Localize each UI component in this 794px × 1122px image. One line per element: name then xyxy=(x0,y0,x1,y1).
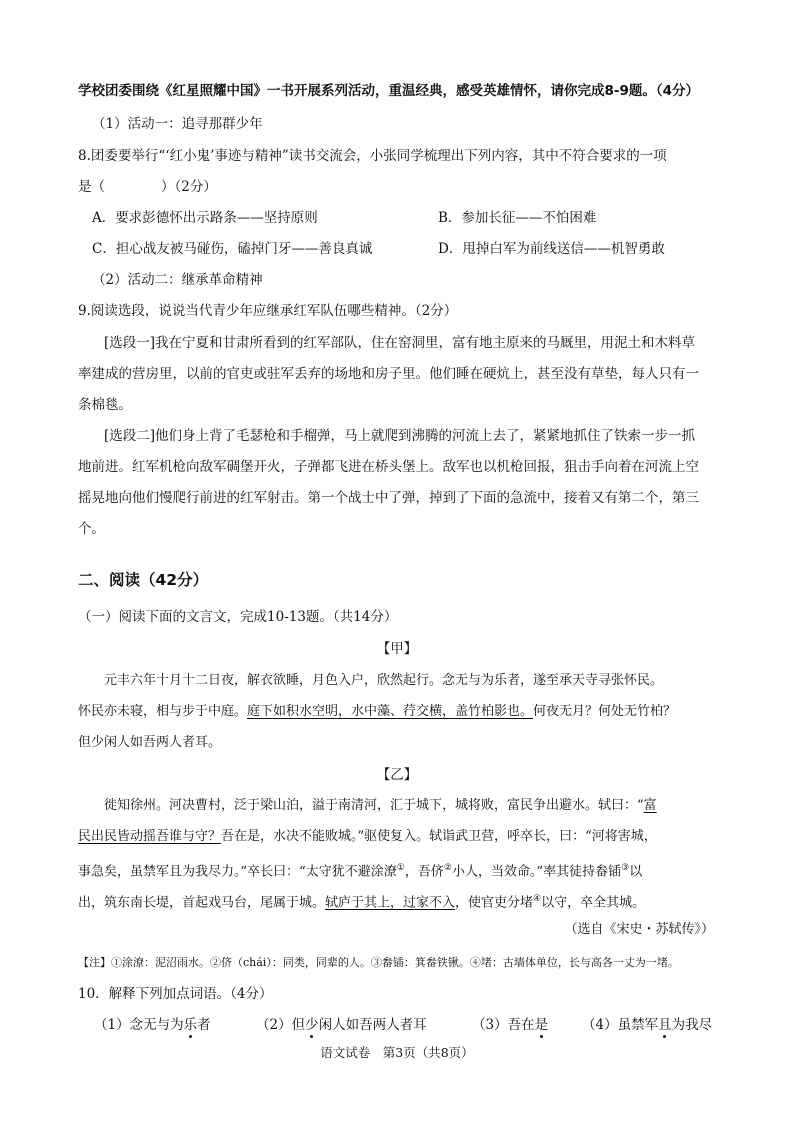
question-9-stem: 9.阅读选段，说说当代青少年应继承红军队伍哪些精神。（2分） xyxy=(78,303,458,319)
text-segment: ，使官吏分堵 xyxy=(455,895,534,911)
q10-item-3 xyxy=(472,1017,548,1033)
text-jia-line xyxy=(78,704,676,720)
text-yi-line xyxy=(78,829,657,845)
text-yi-line xyxy=(78,891,645,911)
underlined-sentence: 民出民皆动摇吾谁与守？ xyxy=(78,829,222,844)
text-segment: （3）吾在 xyxy=(472,1017,535,1033)
text-segment: 出，筑东南长堤，首起戏马台，尾属于城。 xyxy=(78,895,326,911)
text-segment: 以守，卒全其城。 xyxy=(541,895,646,911)
answer-paren-open: 是（ xyxy=(78,179,105,195)
dotted-word: 乐 xyxy=(183,1017,198,1033)
excerpt-one-line: 率建成的营房里，以前的官吏或驻军丢弃的场地和房子里。他们睡在硬炕上，甚至没有草垫，每人只有一 xyxy=(78,366,699,382)
q10-item-4 xyxy=(582,1017,712,1033)
section-two-heading: 二、阅读（42分） xyxy=(78,571,209,589)
footnote-marker: ② xyxy=(443,863,452,873)
dotted-word: 且 xyxy=(658,1017,672,1033)
text-segment: （4）虽禁军 xyxy=(582,1017,659,1033)
part-one-instruction: （一）阅读下面的文言文，完成10-13题。（共14分） xyxy=(78,609,398,625)
excerpt-two-line: 摇晃地向他们慢爬行前进的红军射击。第一个战士中了弹，掉到了下面的急流中，接着又有第二个，第三 xyxy=(78,490,699,506)
text-jia-title: 【甲】 xyxy=(376,641,418,657)
text-segment: （1）念无与为 xyxy=(94,1017,184,1033)
footnote-marker: ④ xyxy=(533,894,542,904)
text-segment: 怀民亦未寝，相与步于中庭。 xyxy=(78,704,248,719)
question-8-stem: 8.团委要举行“‘红小鬼’事迹与精神”读书交流会，小张同学梳理出下列内容，其中不符合要求的一项 xyxy=(78,148,667,164)
footnote-marker: ③ xyxy=(621,863,630,873)
text-segment: 以 xyxy=(629,864,643,880)
dotted-word: 是 xyxy=(534,1017,549,1033)
option-c: C．担心战友被马碰伤，磕掉门牙——善良真诚 xyxy=(92,241,373,257)
excerpt-one-line: 条棉毯。 xyxy=(78,397,132,413)
option-b: B．参加长征——不怕困难 xyxy=(438,210,597,226)
text-segment: 事急矣，虽禁军且为我尽力。”卒长曰：“太守犹不避涂潦 xyxy=(78,864,397,880)
intro-instruction: 学校团委围绕《红星照耀中国》一书开展系列活动，重温经典，感受英雄情怀，请你完成8-9题。（4分） xyxy=(78,83,700,99)
text-segment: ，吾侪 xyxy=(404,864,444,880)
text-segment: （2）但 xyxy=(256,1017,306,1033)
option-d: D．甩掉白军为前线送信——机智勇敢 xyxy=(438,241,665,257)
underlined-sentence: 庭下如积水空明，水中藻、荇交横，盖竹柏影也。 xyxy=(247,704,534,719)
question-8-answer-line xyxy=(78,179,217,195)
text-jia-line: 元丰六年十月十二日夜，解衣欲睡，月色入户，欣然起行。念无与为乐者，遂至承天寺寻张怀民。 xyxy=(104,673,664,688)
underlined-sentence: 轼庐于其上，过家不入 xyxy=(325,895,456,911)
excerpt-one-line: [选段一]我在宁夏和甘肃所看到的红军部队，住在窑洞里，富有地主原来的马厩里，用泥土和木料草 xyxy=(104,335,696,351)
answer-paren-close: ）（2分） xyxy=(161,179,217,195)
footnote-marker: ① xyxy=(396,863,405,873)
text-yi-line xyxy=(78,860,642,880)
text-segment: 小人，当效命。”率其徒持畚锸 xyxy=(451,864,622,880)
excerpt-two-line: 地前进。红军机枪向敌军碉堡开火，子弹都飞进在桥头堡上。敌军也以机枪回报，狙击手向着在河流上空 xyxy=(78,459,699,475)
text-yi-title: 【乙】 xyxy=(376,767,418,783)
page-footer: 语文试卷 第3页（共8页） xyxy=(320,1045,474,1060)
option-a: A．要求彭德怀出示路条——坚持原则 xyxy=(92,210,318,226)
q10-item-2 xyxy=(256,1017,427,1033)
text-jia-line: 但少闲人如吾两人者耳。 xyxy=(78,735,222,750)
text-segment: 者 xyxy=(197,1017,211,1033)
question-10-stem: 10．解释下列加点词语。（4分） xyxy=(78,986,273,1002)
activity-two-heading: （2）活动二：继承革命精神 xyxy=(92,272,263,288)
source-citation: （选自《宋史・苏轼传》） xyxy=(564,922,714,937)
text-segment: 徙知徐州。河决曹村，泛于梁山泊，溢于南清河，汇于城下，城将败，富民争出避水。轼曰：“ xyxy=(104,798,644,813)
footnotes: 【注】①涂潦：泥沼雨水。②侪（chái）：同类，同辈的人。③畚锸：箕畚铁锹。④堵：古墙体单位，长与高各一丈为一堵。 xyxy=(78,956,679,969)
underlined-sentence: 富 xyxy=(643,798,657,813)
activity-one-heading: （1）活动一：追寻那群少年 xyxy=(92,116,263,132)
text-segment: 吾在是，水决不能败城。”驱使复入。轼诣武卫营，呼卒长，曰：“河将害城， xyxy=(221,829,657,844)
dotted-word: 少 xyxy=(305,1017,319,1033)
text-segment: 闲人如吾两人者耳 xyxy=(318,1017,427,1033)
excerpt-two-line: [选段二]他们身上背了毛瑟枪和手榴弹，马上就爬到沸腾的河流上去了，紧紧地抓住了铁索一步一抓 xyxy=(104,428,696,444)
text-yi-line xyxy=(104,798,657,814)
text-segment: 为我尽 xyxy=(671,1017,713,1033)
text-segment: 何夜无月？何处无竹柏？ xyxy=(533,704,677,719)
q10-item-1 xyxy=(94,1017,211,1033)
excerpt-two-line: 个。 xyxy=(78,521,105,537)
